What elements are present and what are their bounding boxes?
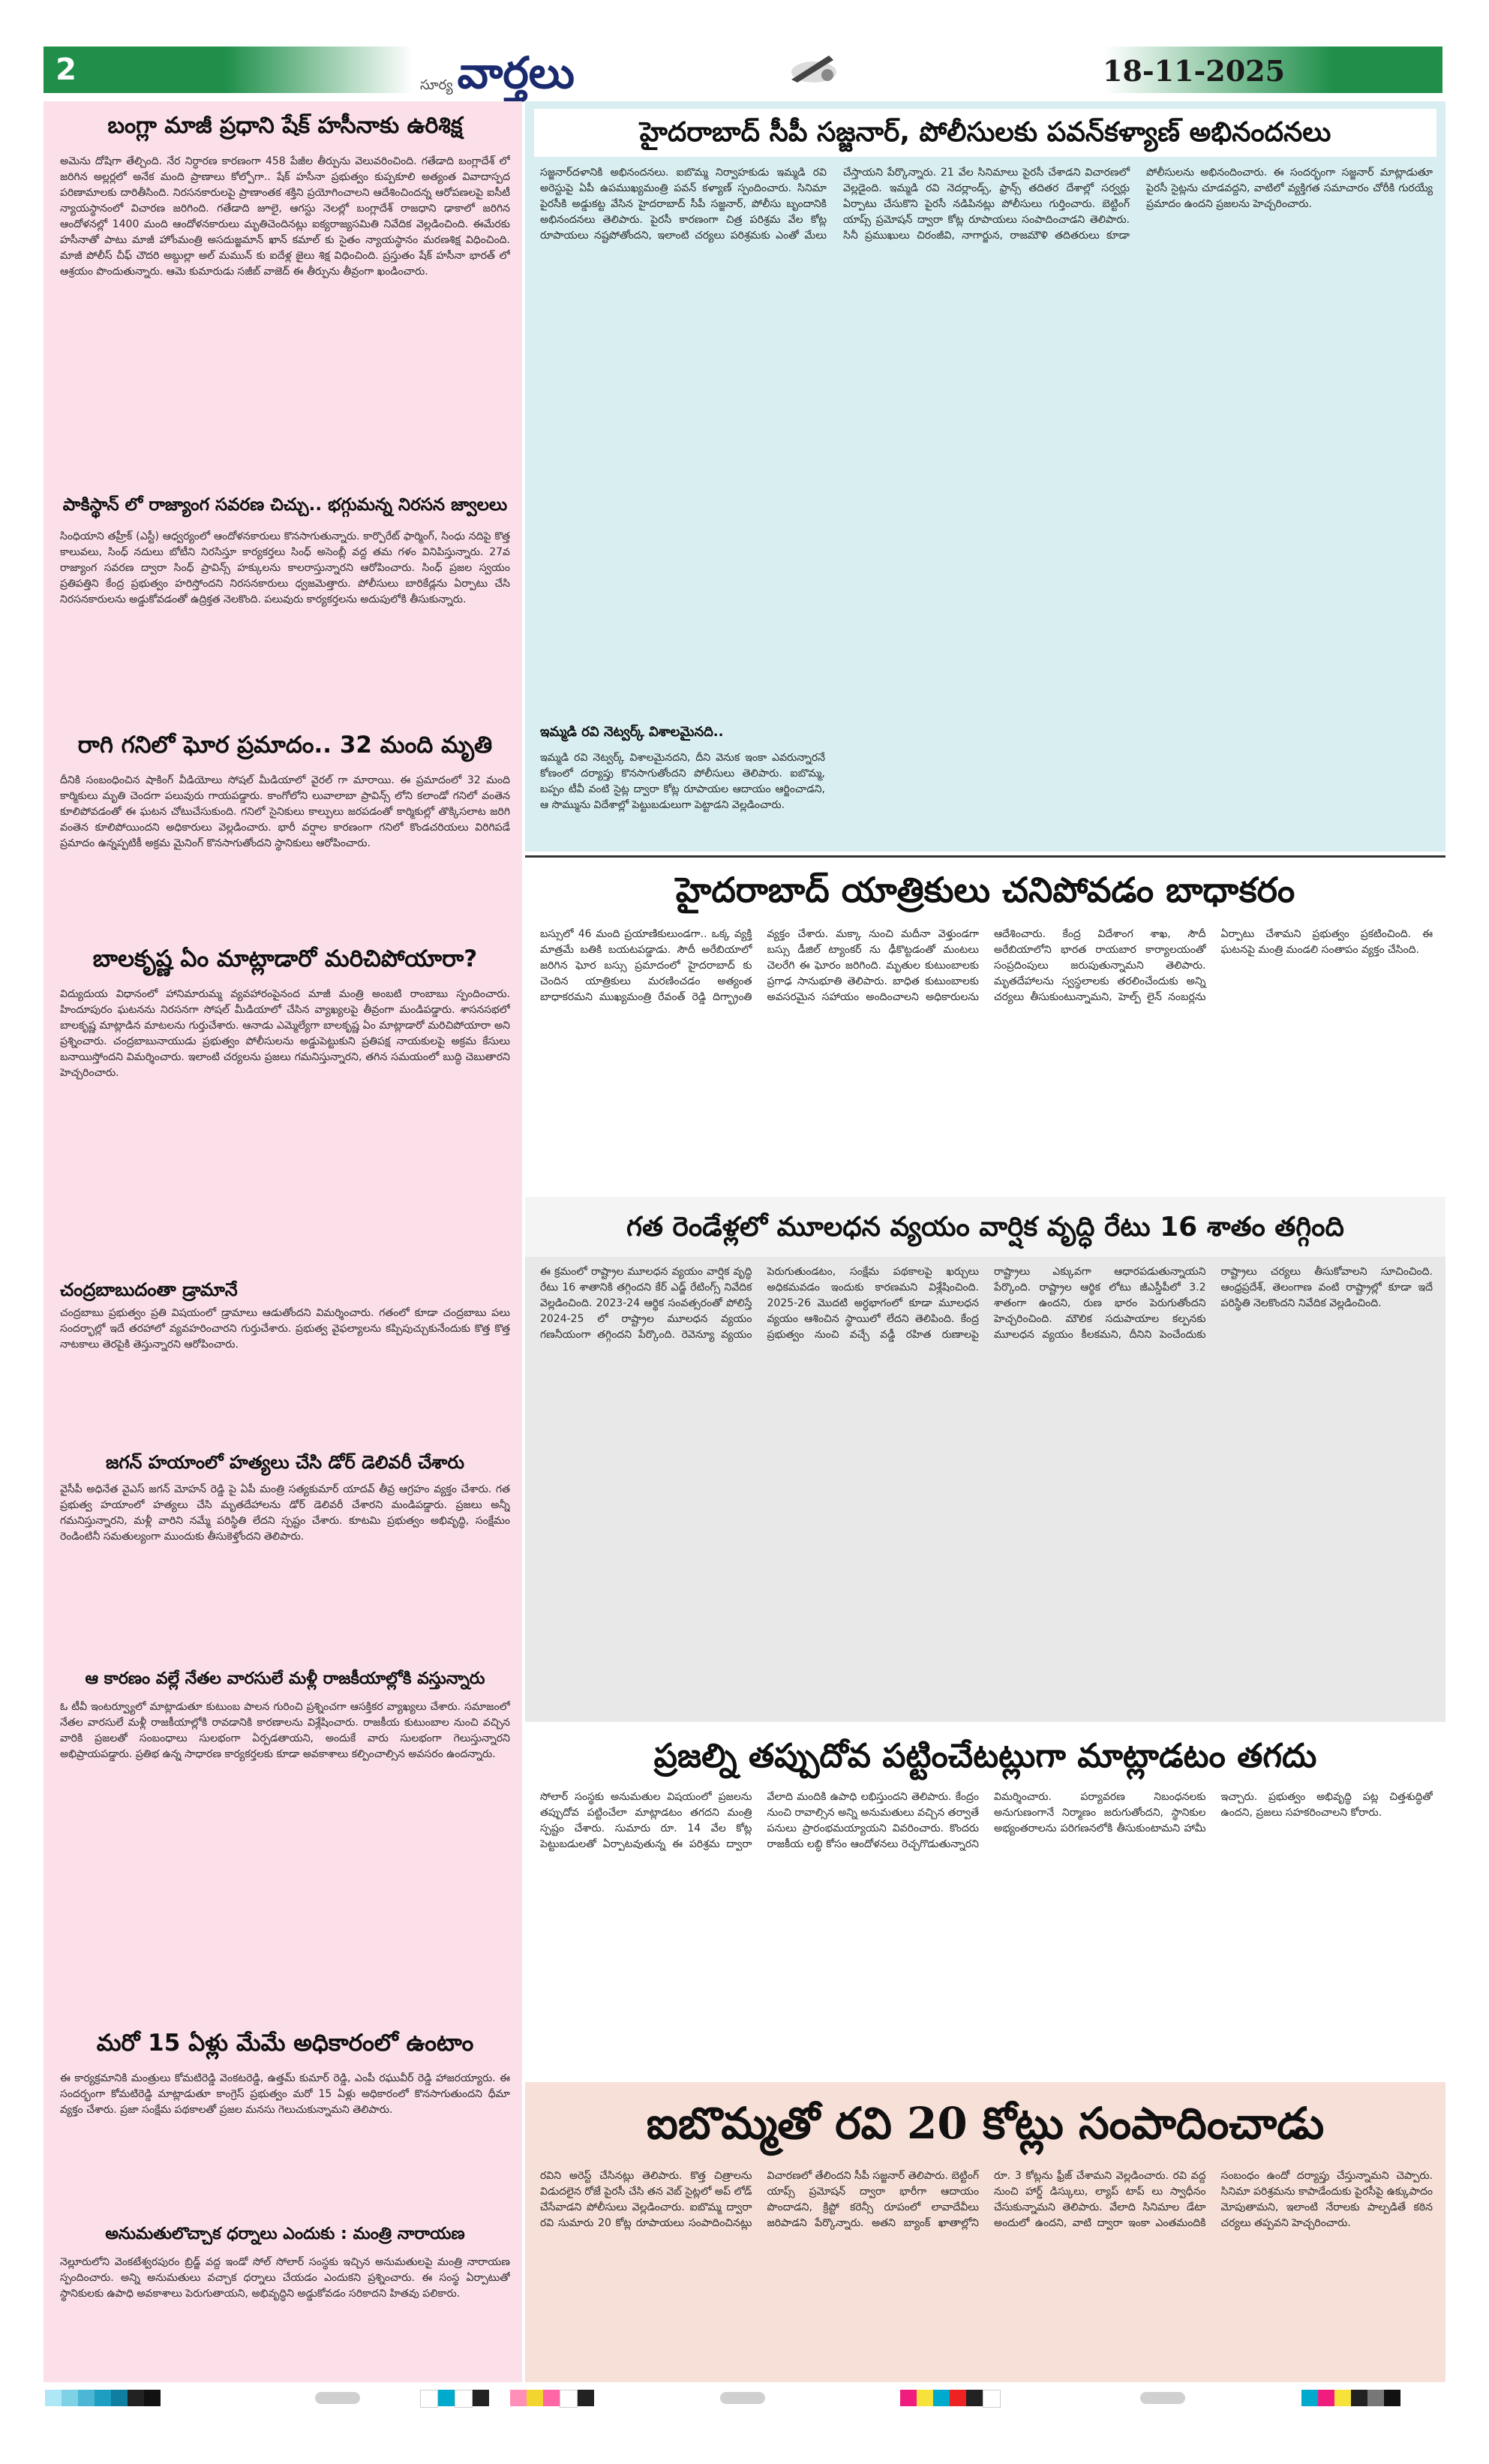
left-story1-headline: బంగ్లా మాజీ ప్రధాని షేక్ హసీనాకు ఉరిశిక్ష <box>107 113 463 139</box>
pen-icon <box>784 50 842 87</box>
left-story2-body: సింధియాని తహ్రీక్ (ఎస్టీ) ఆధ్వర్యంలో ఆందోళనకారులు కొనసాగుతున్నారు. కార్పొరేట్ ఫార్మింగ్, సింధు నదిపై కొత్త కాలువలు, సింధ్ నదులు బోటీని నిరసిస్తూ కార్యకర్తలు సింధ్ అసెంబ్లీ వద్ద తమ గళం వినిపిస్తున్నారు. 27వ రాజ్యాంగ సవరణ ద్వారా సింధ్ ప్రావిన్స్ హక్కులను కాలరాస్తున్నారని ఆరోపించారు. సింధ్ ప్రజల స్వయం ప్రతిపత్తిని కేంద్ర ప్రభుత్వం హరిస్తోందని నిరసనకారులు ధ్వజమెత్తారు. పోలీసులు బారికేడ్లను ఏర్పాటు చేసి నిరసనకారులను అడ్డుకోవడంతో ఉద్రిక్తత నెలకొంది. పలువురు కార్యకర్తలను అదుపులోకి తీసుకున్నారు. <box>60 530 510 605</box>
color-bar-2 <box>420 2390 489 2406</box>
left-sub-body-b: వైసీపీ అధినేత వైఎస్ జగన్ మోహన్ రెడ్డి పై ఏపీ మంత్రి సత్యకుమార్ యాదవ్ తీవ్ర ఆగ్రహం వ్యక్తం చేశారు. గత ప్రభుత్వ హయాంలో హత్యలు చేసి మృతదేహాలను డోర్ డెలివరీ చేశారని మండిపడ్డారు. ప్రజలు అన్నీ గమనిస్తున్నారని, మళ్లీ వారిని నమ్మే పరిస్థితి లేదని స్పష్టం చేశారు. కూటమి ప్రభుత్వం అభివృద్ధి, సంక్షేమం రెండింటినీ సమతుల్యంగా ముందుకు తీసుకెళ్తోందని తెలిపారు. <box>60 1483 510 1543</box>
color-bar-right <box>1301 2390 1400 2406</box>
left-story3-body: దీనికి సంబంధించిన షాకింగ్ వీడియోలు సోషల్ మీడియాలో వైరల్ గా మారాయి. ఈ ప్రమాదంలో 32 మంది కార్మికులు మృతి చెందగా పలువురు గాయపడ్డారు. కాంగోలోని లువాలాబా ప్రావిన్స్ లోని కలాండో గనిలో వంతెన కూలిపోవడంతో ఈ ఘటన చోటుచేసుకుంది. గనిలో సైనికులు కాల్పులు జరపడంతో కార్మికుల్లో తొక్కిసలాట జరిగి వంతెన కూలిపోయిందని అధికారులు వెల్లడించారు. భారీ వర్షాల కారణంగా గనిలో కొండచరియలు విరిగిపడే ప్రమాదం ఉన్నప్పటికీ అక్రమ మైనింగ్ కొనసాగుతోందని స్థానికులు ఆరోపించారు. <box>60 774 510 849</box>
reg-mark <box>315 2392 360 2404</box>
right-story2-body: బస్సులో 46 మంది ప్రయాణికులుండగా.. ఒక్క వ్యక్తి మాత్రమే బతికి బయటపడ్డాడు. సౌదీ అరేబియాలో జరిగిన ఘోర బస్సు ప్రమాదంలో హైదరాబాద్ కు చెందిన యాత్రికులు మరణించడం అత్యంత బాధాకరమని ముఖ్యమంత్రి రేవంత్ రెడ్డి దిగ్భ్రాంతి వ్యక్తం చేశారు. మక్కా నుంచి మదీనా వెళ్తుండగా బస్సు డీజిల్ ట్యాంకర్ ను ఢీకొట్టడంతో మంటలు చెలరేగి ఈ ఘోరం జరిగింది. మృతుల కుటుంబాలకు ప్రగాఢ సానుభూతి తెలిపారు. బాధిత కుటుంబాలకు అవసరమైన సహాయం అందించాలని అధికారులను ఆదేశించారు. కేంద్ర విదేశాంగ శాఖ, సౌదీ అరేబియాలోని భారత రాయబార కార్యాలయంతో సంప్రదింపులు జరుపుతున్నామని తెలిపారు. మృతదేహాలను స్వస్థలాలకు తరలించేందుకు అన్ని చర్యలు తీసుకుంటున్నామని, హెల్ప్ లైన్ నంబర్లను ఏర్పాటు చేశామని ప్రభుత్వం ప్రకటించింది. ఈ ఘటనపై మంత్రి మండలి సంతాపం వ్యక్తం చేసింది. <box>540 928 1433 1003</box>
left-story7-headline: అనుమతులొచ్చాక ధర్నాలు ఎందుకు : మంత్రి నారాయణ <box>105 2225 465 2243</box>
right-story1-headline: హైదరాబాద్ సీపీ సజ్జనార్, పోలీసులకు పవన్‌కళ్యాణ్ అభినందనలు <box>534 109 1436 157</box>
left-story6-headline: మరో 15 ఏళ్లు మేమే అధికారంలో ఉంటాం <box>96 2030 474 2057</box>
left-story4-body: విద్యుదుయ విధానంలో హానిమారుమ్మ వ్యవహారంపైనంద మాజీ మంత్రి అంబటి రాంబాబు స్పందించారు. హిందూపురం ఘటనను నిరసనగా సోషల్ మీడియాలో చేసిన వ్యాఖ్యలపై తీవ్రంగా మండిపడ్డారు. శాసనసభలో బాలకృష్ణ మాట్లాడిన మాటలను గుర్తుచేశారు. ఆనాడు ఎమ్మెల్యేగా బాలకృష్ణ ఏం మాట్లాడారో మరిచిపోయారా అని ప్రశ్నించారు. చంద్రబాబునాయుడు ప్రభుత్వం పోలీసులను అడ్డుపెట్టుకుని ప్రతిపక్ష నాయకులపై అక్రమ కేసులు బనాయిస్తోందని విమర్శించారు. ఇలాంటి చర్యలను ప్రజలు గమనిస్తున్నారని, తగిన సమయంలో బుద్ధి చెబుతారని హెచ్చరించారు. <box>60 988 510 1079</box>
masthead-logo <box>420 44 575 96</box>
left-story5-body: ఓ టీవీ ఇంటర్వ్యూలో మాట్లాడుతూ కుటుంబ పాలన గురించి ప్రశ్నించగా ఆసక్తికర వ్యాఖ్యలు చేశారు. సమాజంలో నేతల వారసులే మళ్లీ రాజకీయాల్లోకి రావడానికి కారణాలను విశ్లేషించారు. రాజకీయ కుటుంబాల నుంచి వచ్చిన వారికి ప్రజలతో సంబంధాలు సులభంగా ఏర్పడతాయని, అందుకే వారు సులభంగా గెలుస్తున్నారని అభిప్రాయపడ్డారు. ప్రతిభ ఉన్న సాధారణ కార్యకర్తలకు కూడా అవకాశాలు కల్పించాల్సిన అవసరం ఉందన్నారు. <box>60 1701 510 1760</box>
right-story5-body: రవిని అరెస్ట్ చేసినట్లు తెలిపారు. కొత్త చిత్రాలను విడుదలైన రోజే పైరసీ చేసి తన వెబ్ సైట్లలో అప్ లోడ్ చేసేవాడని పోలీసులు వెల్లడించారు. ఐబొమ్మ ద్వారా రవి సుమారు 20 కోట్ల రూపాయలు సంపాదించినట్లు విచారణలో తేలిందని సీపీ సజ్జనార్ తెలిపారు. బెట్టింగ్ యాప్స్ ప్రమోషన్ ద్వారా భారీగా ఆదాయం పొందాడని, క్రిప్టో కరెన్సీ రూపంలో లావాదేవీలు జరిపాడని పేర్కొన్నారు. అతని బ్యాంక్ ఖాతాల్లోని రూ. 3 కోట్లను ఫ్రీజ్ చేశామని వెల్లడించారు. రవి వద్ద నుంచి హార్డ్ డిస్కులు, ల్యాప్ టాప్ లు స్వాధీనం చేసుకున్నామని తెలిపారు. వేలాది సినిమాల డేటా అందులో ఉందని, వాటి ద్వారా ఇంకా ఎంతమందికి సంబంధం ఉందో దర్యాప్తు చేస్తున్నామని చెప్పారు. సినిమా పరిశ్రమను కాపాడేందుకు పైరసీపై ఉక్కుపాదం మోపుతామని, ఇలాంటి నేరాలకు పాల్పడితే కఠిన చర్యలు తప్పవని హెచ్చరించారు. <box>540 2170 1433 2229</box>
color-bar-3 <box>510 2390 594 2406</box>
left-story2-headline: పాకిస్థాన్ లో రాజ్యాంగ సవరణ చిచ్చు.. భగ్గుమన్న నిరసన జ్వాలలు <box>62 495 508 515</box>
right-story3-body: ఈ క్రమంలో రాష్ట్రాల మూలధన వ్యయం వార్షిక వృద్ధి రేటు 16 శాతానికి తగ్గిందని కేర్ ఎడ్జ్ రేటింగ్స్ నివేదిక వెల్లడించింది. 2023-24 ఆర్థిక సంవత్సరంతో పోలిస్తే 2024-25 లో రాష్ట్రాల మూలధన వ్యయం గణనీయంగా తగ్గిందని పేర్కొంది. రెవెన్యూ వ్యయం పెరుగుతుండటం, సంక్షేమ పథకాలపై ఖర్చులు అధికమవడం ఇందుకు కారణమని విశ్లేషించింది. 2025-26 మొదటి అర్ధభాగంలో కూడా మూలధన వ్యయం ఆశించిన స్థాయిలో లేదని తెలిపింది. కేంద్ర ప్రభుత్వం నుంచి వచ్చే వడ్డీ రహిత రుణాలపై రాష్ట్రాలు ఎక్కువగా ఆధారపడుతున్నాయని పేర్కొంది. రాష్ట్రాల ఆర్థిక లోటు జీఎస్డీపీలో 3.2 శాతంగా ఉందని, రుణ భారం పెరుగుతోందని హెచ్చరించింది. మౌలిక సదుపాయాల కల్పనకు మూలధన వ్యయం కీలకమని, దీనిని పెంచేందుకు రాష్ట్రాలు చర్యలు తీసుకోవాలని సూచించింది. ఆంధ్రప్రదేశ్, తెలంగాణ వంటి రాష్ట్రాల్లో కూడా ఇదే పరిస్థితి నెలకొందని నివేదిక వెల్లడించింది. <box>540 1266 1433 1341</box>
reg-mark <box>1140 2392 1185 2404</box>
right-story4-body: సోలార్ సంస్థకు అనుమతుల విషయంలో ప్రజలను తప్పుదోవ పట్టించేలా మాట్లాడటం తగదని మంత్రి స్పష్టం చేశారు. సుమారు రూ. 14 వేల కోట్ల పెట్టుబడులతో ఏర్పాటవుతున్న ఈ పరిశ్రమ ద్వారా వేలాది మందికి ఉపాధి లభిస్తుందని తెలిపారు. కేంద్రం నుంచి రావాల్సిన అన్ని అనుమతులు వచ్చిన తర్వాతే పనులు ప్రారంభమయ్యాయని వివరించారు. కొందరు రాజకీయ లబ్ధి కోసం ఆందోళనలు రెచ్చగొడుతున్నారని విమర్శించారు. పర్యావరణ నిబంధనలకు అనుగుణంగానే నిర్మాణం జరుగుతోందని, స్థానికుల అభ్యంతరాలను పరిగణనలోకి తీసుకుంటామని హామీ ఇచ్చారు. ప్రభుత్వం అభివృద్ధి పట్ల చిత్తశుద్ధితో ఉందని, ప్రజలు సహకరించాలని కోరారు. <box>540 1791 1433 1850</box>
logo-text: వార్తలు <box>457 47 575 98</box>
color-bar-left <box>45 2390 161 2406</box>
left-sub-heading-a: చంద్రబాబుదంతా డ్రామానే <box>60 1279 238 1300</box>
right-story2-headline: హైదరాబాద్ యాత్రికులు చనిపోవడం బాధాకరం <box>534 863 1436 917</box>
right-story4-headline: ప్రజల్ని తప్పుదోవ పట్టించేటట్లుగా మాట్లాడటం తగదు <box>534 1729 1436 1783</box>
right-story1-body: సజ్జనార్‌దళానికి అభినందనలు. ఐబొమ్మ నిర్వాహకుడు ఇమ్మడి రవి అరెస్టుపై ఏపీ ఉపముఖ్యమంత్రి పవన్ కళ్యాణ్ స్పందించారు. సినిమా పైరసీకి అడ్డుకట్ట వేసిన హైదరాబాద్ సీపీ సజ్జనార్, పోలీసు బృందానికి అభినందనలు తెలిపారు. పైరసీ కారణంగా చిత్ర పరిశ్రమ వేల కోట్ల రూపాయలు నష్టపోతోందని, ఇలాంటి చర్యలు పరిశ్రమకు ఎంతో మేలు చేస్తాయని పేర్కొన్నారు. 21 వేల సినిమాలు పైరసీ చేశాడని విచారణలో వెల్లడైంది. ఇమ్మడి రవి నెదర్లాండ్స్, ఫ్రాన్స్ తదితర దేశాల్లో సర్వర్లు ఏర్పాటు చేసుకొని పైరసీ నడిపినట్లు పోలీసులు గుర్తించారు. బెట్టింగ్ యాప్స్ ప్రమోషన్ ద్వారా కోట్ల రూపాయలు సంపాదించాడని తెలిపారు. సినీ ప్రముఖులు చిరంజీవి, నాగార్జున, రాజమౌళి తదితరులు కూడా పోలీసులను అభినందించారు. ఈ సందర్భంగా సజ్జనార్ మాట్లాడుతూ పైరసీ సైట్లను చూడవద్దని, వాటిలో వ్యక్తిగత సమాచారం చోరీకి గురయ్యే ప్రమాదం ఉందని ప్రజలను హెచ్చరించారు. <box>540 167 1433 242</box>
left-sub-heading-b: జగన్ హయాంలో హత్యలు చేసి డోర్ డెలివరీ చేశారు <box>105 1452 465 1473</box>
divider-1 <box>525 855 1445 858</box>
logo-small-text: సూర్య <box>420 77 453 93</box>
color-bar-4 <box>900 2390 1001 2406</box>
left-story1-body: అమెను దోషిగా తేల్చింది. నేర నిర్ధారణ కారణంగా 458 పేజీల తీర్పును వెలువరించింది. గతేడాది బంగ్లాదేశ్ లో జరిగిన అల్లర్లలో అనేక మంది ప్రాణాలు కోల్పోగా.. షేక్ హసీనా ప్రభుత్వం కుప్పకూలి అత్యంత వివాదాస్పద పరిణామాలకు దారితీసింది. నిరసనకారులపై ప్రాణాంతక శక్తిని ప్రయోగించాలని ఆదేశించిందన్న ఆరోపణలపై ఐసీటీ న్యాయస్థానంలో విచారణ జరిగింది. గతేడాది జూలై, ఆగస్టు నెలల్లో బంగ్లాదేశ్ రాజధాని ఢాకాలో జరిగిన ఆందోళనల్లో 1400 మంది ఆందోళనకారులు మృతిచెందినట్లు ఐక్యరాజ్యసమితి నివేదిక వెల్లడించింది. ఈమేరకు హసీనాతో పాటు మాజీ హోంమంత్రి అసదుజ్జమాన్ ఖాన్ కమాల్ కు సైతం న్యాయస్థానం మరణశిక్ష విధించింది. మాజీ పోలీస్ చీఫ్ చౌదరి అబ్దుల్లా అల్ మమున్ కు ఐదేళ్ల జైలు శిక్ష విధించింది. ప్రస్తుతం షేక్ హసీనా భారత్ లో ఆశ్రయం పొందుతున్నారు. ఆమె కుమారుడు సజీబ్ వాజెద్ ఈ తీర్పును తీవ్రంగా ఖండించారు. <box>60 155 510 278</box>
left-story7-body: నెల్లూరులోని వెంకటేశ్వరపురం బ్రిడ్జ్ వద్ద ఇండో సోల్ సోలార్ సంస్థకు ఇచ్చిన అనుమతులపై మంత్రి నారాయణ స్పందించారు. అన్ని అనుమతులు వచ్చాక ధర్నాలు చేయడం ఎందుకని ప్రశ్నించారు. ఈ సంస్థ ఏర్పాటుతో స్థానికులకు ఉపాధి అవకాశాలు పెరుగుతాయని, అభివృద్ధిని అడ్డుకోవడం సరికాదని హితవు పలికారు. <box>60 2256 510 2300</box>
left-story5-headline: ఆ కారణం వల్లే నేతల వారసులే మళ్లీ రాజకీయాల్లోకి వస్తున్నారు <box>85 1669 485 1688</box>
left-story6-body: ఈ కార్యక్రమానికి మంత్రులు కోమటిరెడ్డి వెంకటరెడ్డి, ఉత్తమ్ కుమార్ రెడ్డి, ఎంపీ రఘువీర్ రెడ్డి హాజరయ్యారు. ఈ సందర్భంగా కోమటిరెడ్డి మాట్లాడుతూ కాంగ్రెస్ ప్రభుత్వం మరో 15 ఏళ్లు అధికారంలో కొనసాగుతుందని ధీమా వ్యక్తం చేశారు. ప్రజా సంక్షేమ పథకాలతో ప్రజల మనసు గెలుచుకున్నామని తెలిపారు. <box>60 2072 510 2116</box>
left-story4-headline: బాలకృష్ణ ఏం మాట్లాడారో మరిచిపోయారా? <box>92 945 478 972</box>
page-number: 2 <box>44 47 89 93</box>
right-story5-headline: ఐబొమ్మతో రవి 20 కోట్లు సంపాదించాడు <box>646 2098 1325 2149</box>
left-story3-headline: రాగి గనిలో ఘోర ప్రమాదం.. 32 మంది మృతి <box>77 732 493 759</box>
right-story1-sub-body: ఇమ్మడి రవి నెట్వర్క్ విశాలమైనదని, దీని వెనుక ఇంకా ఎవరున్నారనే కోణంలో దర్యాప్తు కొనసాగుతోందని పోలీసులు తెలిపారు. ఐబొమ్మ, బప్పం టీవీ వంటి సైట్ల ద్వారా కోట్ల రూపాయల ఆదాయం ఆర్జించాడని, ఆ సొమ్మును విదేశాల్లో పెట్టుబడులుగా పెట్టాడని వెల్లడించారు. <box>540 752 825 811</box>
issue-date: 18-11-2025 <box>1103 54 1286 88</box>
reg-mark <box>720 2392 765 2404</box>
right-story1-subhead: ఇమ్మడి రవి నెట్వర్క్ విశాలమైనది.. <box>540 724 724 740</box>
right-story3-headline: గత రెండేళ్లలో మూలధన వ్యయం వార్షిక వృద్ధి రేటు 16 శాతం తగ్గింది <box>626 1212 1344 1243</box>
left-sub-body-a: చంద్రబాబు ప్రభుత్వం ప్రతి విషయంలో డ్రామాలు ఆడుతోందని విమర్శించారు. గతంలో కూడా చంద్రబాబు పలు సందర్భాల్లో ఇదే తరహాలో వ్యవహరించారని గుర్తుచేశారు. ప్రభుత్వ వైఫల్యాలను కప్పిపుచ్చుకునేందుకు కొత్త కొత్త నాటకాలు తెరపైకి తెస్తున్నారని ఆరోపించారు. <box>60 1307 510 1351</box>
